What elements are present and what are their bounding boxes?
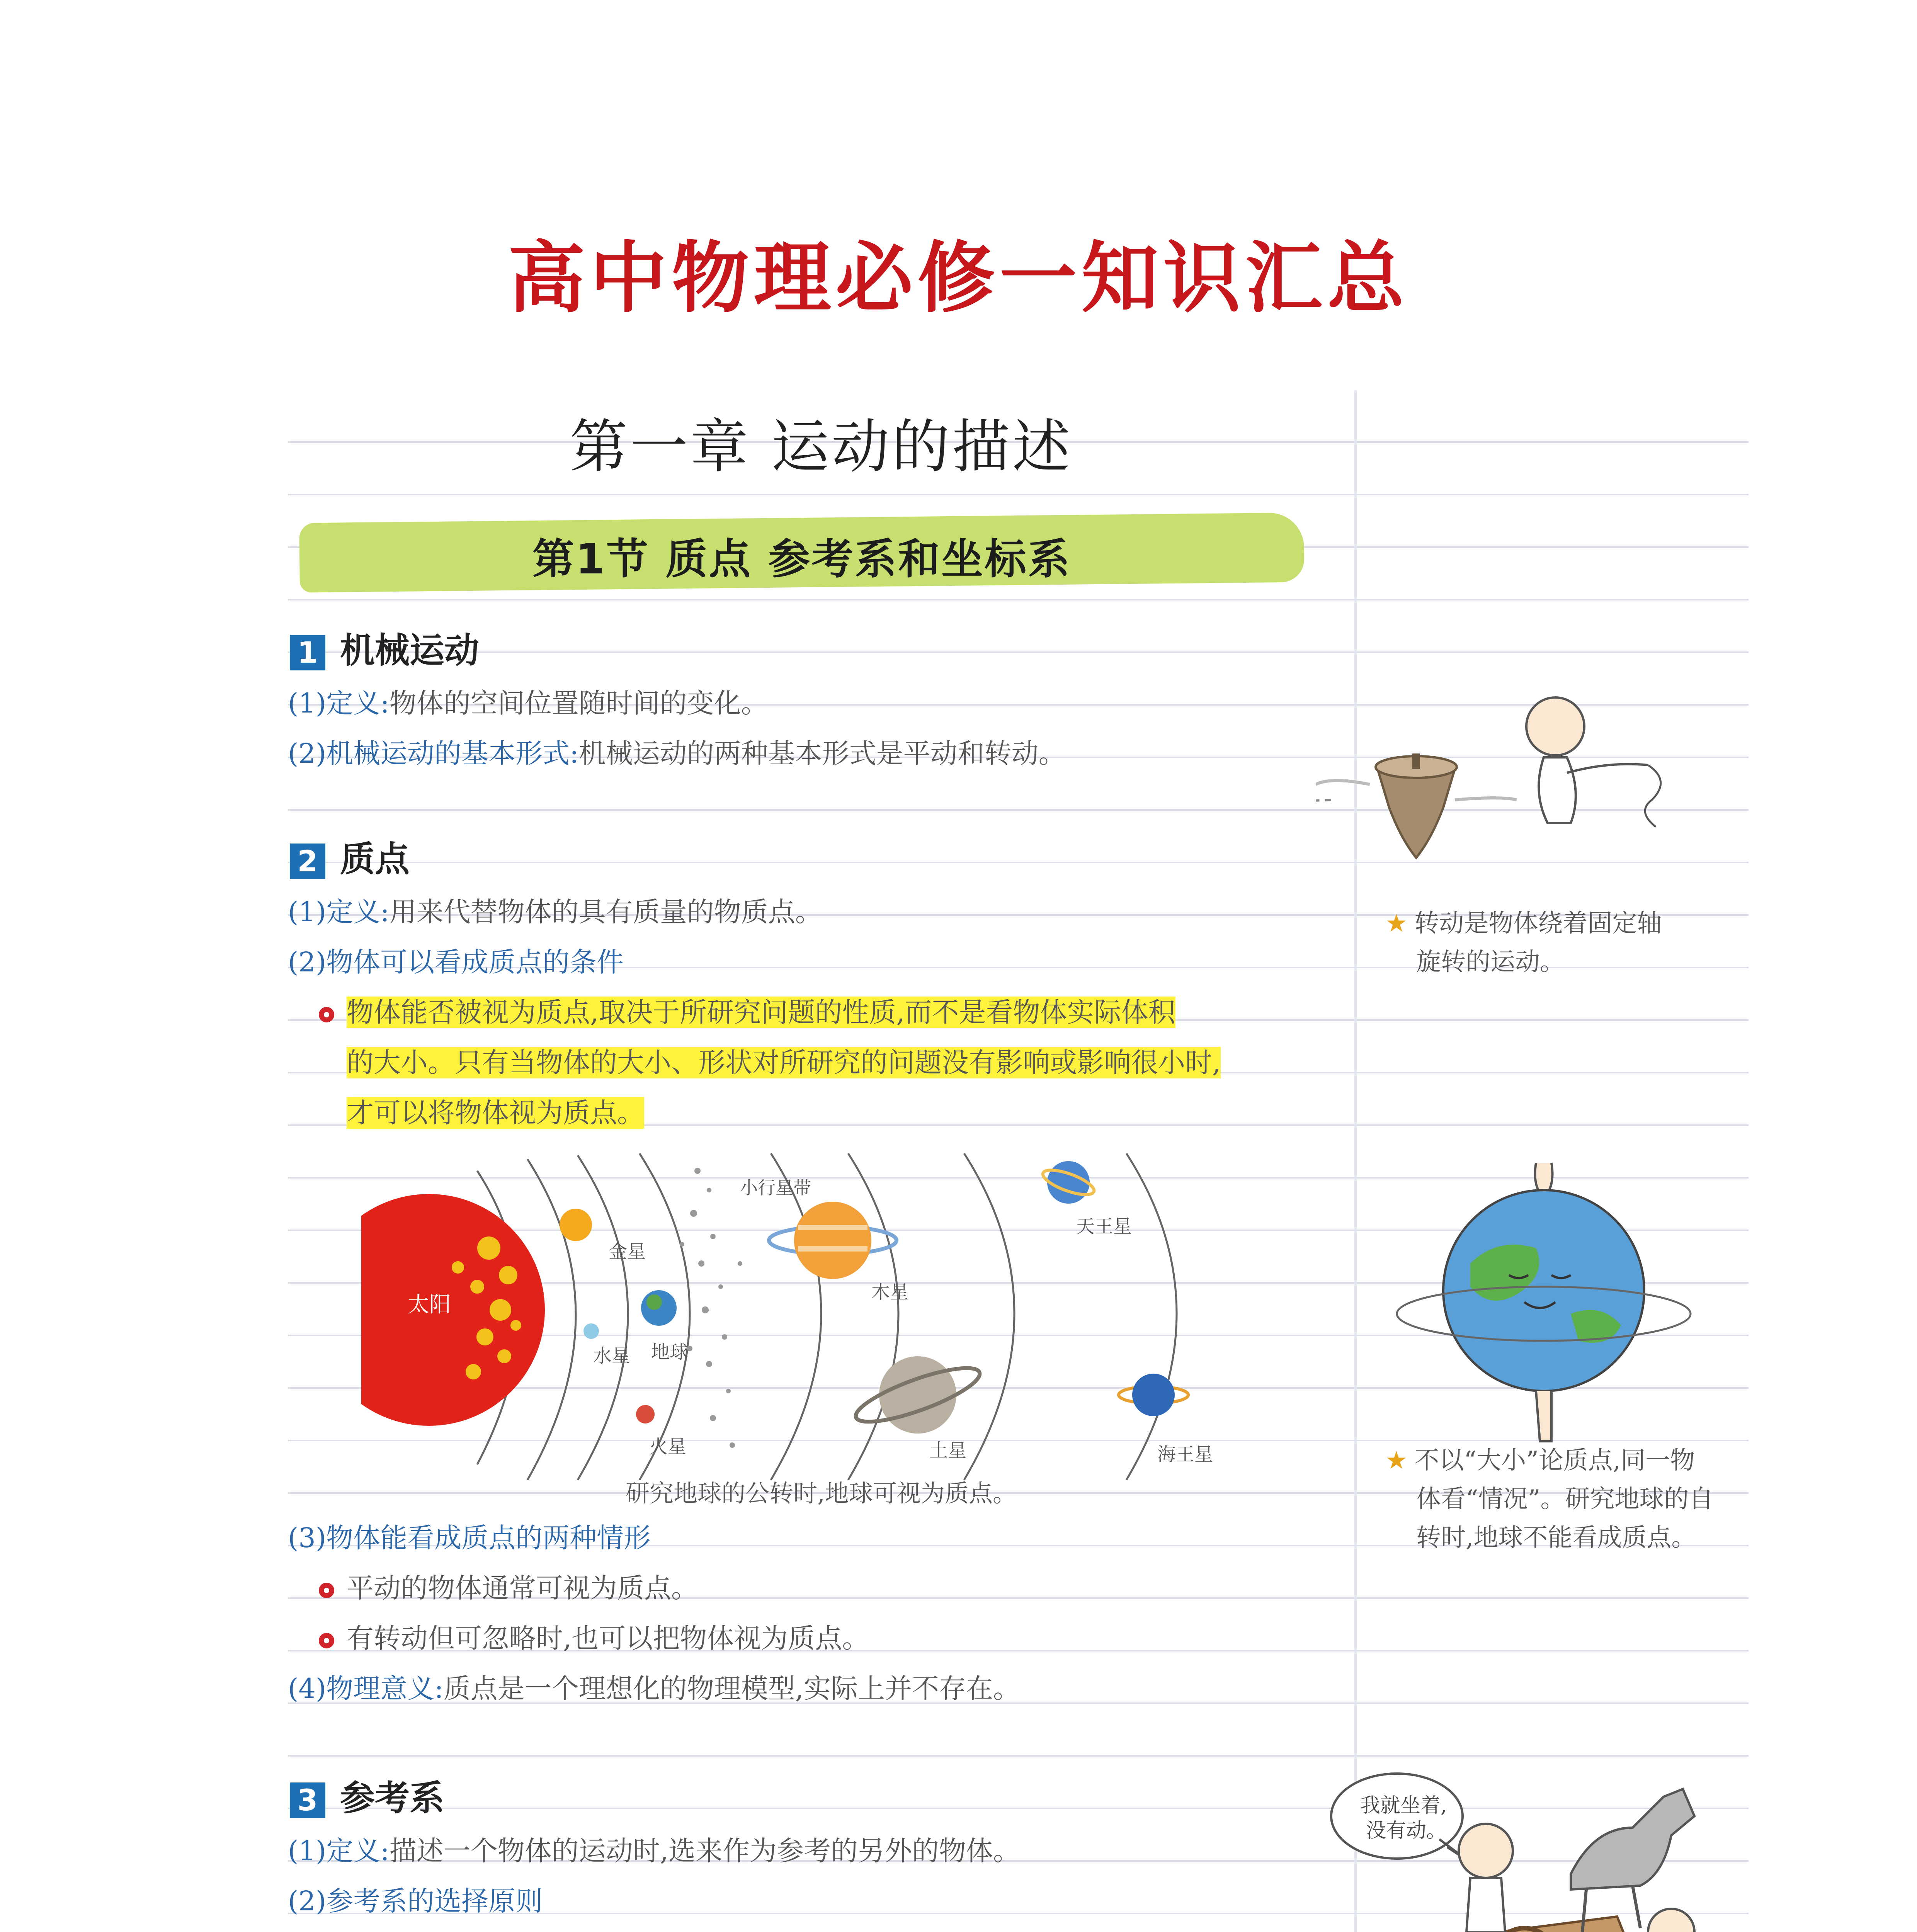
item-text: 机械运动的两种基本形式是平动和转动。 xyxy=(578,738,1066,769)
orbit-line xyxy=(848,1153,898,1480)
item-text: 物体的空间位置随时间的变化。 xyxy=(389,687,768,719)
jupiter-label: 木星 xyxy=(871,1281,909,1303)
margin-line xyxy=(1354,390,1357,1932)
bullet-item xyxy=(319,993,1175,1032)
saturn-label: 土星 xyxy=(929,1440,967,1461)
item-label: (2)机械运动的基本形式: xyxy=(288,738,579,769)
notebook-page xyxy=(288,390,1749,1932)
side-note-text: 转动是物体绕着固定轴 xyxy=(1414,909,1662,938)
venus xyxy=(560,1209,592,1241)
uranus-label: 天王星 xyxy=(1076,1216,1132,1237)
mars-label: 火星 xyxy=(649,1436,687,1458)
text-line xyxy=(288,734,1066,773)
chapter-title: 第一章 运动的描述 xyxy=(570,413,1073,481)
section-title: 第1节 质点 参考系和坐标系 xyxy=(532,535,1072,583)
star-icon: ★ xyxy=(1385,1446,1408,1475)
bullet-icon xyxy=(319,1583,334,1598)
mercury-label: 水星 xyxy=(593,1345,631,1367)
text-line xyxy=(288,1832,1020,1870)
text-line xyxy=(288,893,822,931)
spinning-top-illustration xyxy=(1316,684,1749,900)
item-label: (2)参考系的选择原则 xyxy=(288,1885,543,1917)
text-line xyxy=(347,1043,1221,1082)
item-label: (1)定义: xyxy=(288,687,390,719)
earth-label: 地球 xyxy=(651,1341,689,1363)
donkey-cart-illustration xyxy=(1323,1750,1749,1932)
section-number-badge: 2 xyxy=(290,844,325,879)
bullet-item xyxy=(319,1569,698,1607)
item-label: (2)物体可以看成质点的条件 xyxy=(288,946,624,978)
heading-text: 参考系 xyxy=(340,1778,444,1818)
star-icon: ★ xyxy=(1385,909,1408,938)
item-text: 描述一个物体的运动时,选来作为参考的另外的物体。 xyxy=(389,1835,1020,1867)
side-note xyxy=(1385,904,1662,943)
side-note-text: 不以“大小”论质点,同一物 xyxy=(1414,1446,1695,1475)
heading-particle xyxy=(290,831,410,881)
highlighted-text: 才可以将物体视为质点。 xyxy=(347,1097,644,1129)
section-number-badge: 1 xyxy=(290,635,325,670)
bullet-item xyxy=(319,1619,869,1658)
solar-system-illustration xyxy=(361,1148,1327,1484)
highlighted-text: 物体能否被视为质点,取决于所研究问题的性质,而不是看物体实际体积 xyxy=(347,997,1175,1028)
heading-mechanical-motion xyxy=(290,622,479,672)
item-label: (4)物理意义: xyxy=(288,1673,444,1704)
side-note-text: 体看“情况”。研究地球的自 xyxy=(1416,1485,1714,1514)
jupiter xyxy=(769,1202,896,1279)
item-label: (3)物体能看成质点的两种情形 xyxy=(288,1522,651,1554)
orbit-line xyxy=(964,1153,1014,1480)
bullet-icon xyxy=(319,1007,334,1022)
speech-bubble-text: 没有动。 xyxy=(1366,1819,1447,1842)
highlighted-text: 的大小。只有当物体的大小、形状对所研究的问题没有影响或影响很小时, xyxy=(347,1047,1221,1078)
neptune xyxy=(1119,1374,1188,1416)
venus-label: 金星 xyxy=(609,1241,646,1262)
sun-label: 太阳 xyxy=(408,1292,451,1317)
heading-text: 质点 xyxy=(340,839,410,879)
uranus xyxy=(1040,1161,1097,1204)
item-text: 质点是一个理想化的物理模型,实际上并不存在。 xyxy=(443,1673,1020,1704)
item-label: (1)定义: xyxy=(288,896,390,928)
asteroid-belt-label: 小行星带 xyxy=(740,1177,811,1198)
heading-text: 机械运动 xyxy=(340,630,479,671)
item-text: 有转动但可忽略时,也可以把物体视为质点。 xyxy=(347,1622,869,1654)
speech-bubble-text: 我就坐着, xyxy=(1360,1794,1447,1817)
mercury xyxy=(583,1323,599,1339)
sun xyxy=(361,1194,545,1426)
item-text: 平动的物体通常可视为质点。 xyxy=(347,1572,698,1604)
orbit-line xyxy=(771,1153,821,1480)
text-line xyxy=(288,684,768,723)
item-label: (1)定义: xyxy=(288,1835,390,1867)
heading-reference-frame xyxy=(290,1770,444,1820)
bullet-icon xyxy=(319,1633,334,1648)
earth-character-illustration xyxy=(1370,1148,1718,1457)
side-note xyxy=(1385,1441,1695,1480)
mars xyxy=(636,1405,655,1423)
saturn xyxy=(851,1356,985,1434)
text-line xyxy=(347,1094,644,1132)
neptune-label: 海王星 xyxy=(1157,1444,1213,1465)
figure-caption: 研究地球的公转时,地球可视为质点。 xyxy=(626,1479,1017,1507)
orbit-line xyxy=(578,1155,631,1480)
side-note-text: 旋转的运动。 xyxy=(1416,948,1565,976)
orbit-line xyxy=(1126,1153,1177,1480)
section-number-badge: 3 xyxy=(290,1782,325,1818)
text-line xyxy=(288,1669,1020,1708)
document-title: 高中物理必修一知识汇总 xyxy=(508,233,1409,323)
side-note-text: 转时,地球不能看成质点。 xyxy=(1416,1524,1696,1552)
item-text: 用来代替物体的具有质量的物质点。 xyxy=(389,896,822,928)
